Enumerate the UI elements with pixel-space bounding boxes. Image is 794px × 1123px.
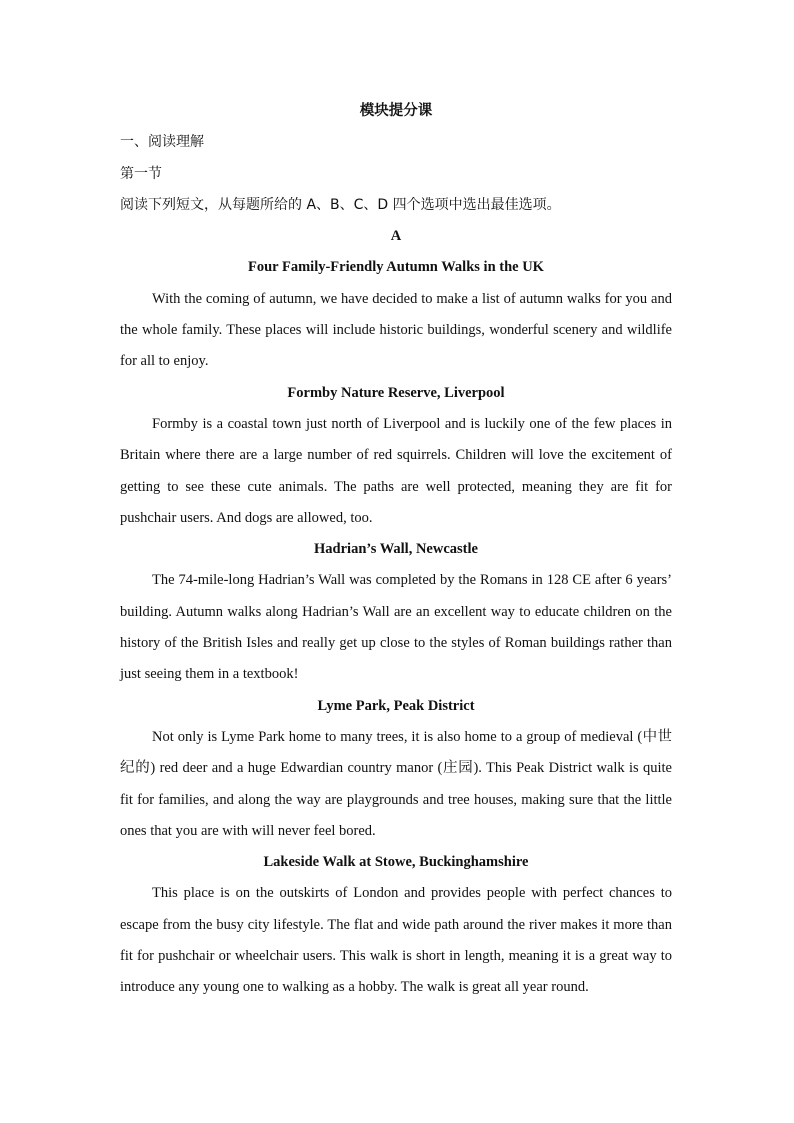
section-heading: 一、阅读理解 xyxy=(120,134,204,151)
passage-title: Four Family-Friendly Autumn Walks in the UK xyxy=(248,259,544,276)
page-content xyxy=(120,96,672,1004)
intro-paragraph: With the coming of autumn, we have decided to make a list of autumn walks for you and the whole family. These places will include historic buildings, wonderful scenery and wildlife for all to enjoy. xyxy=(120,290,672,370)
section-paragraph-lyme-park: Not only is Lyme Park home to many trees, it is also home to a group of medieval (中世纪的) red deer and a huge Edwardian country manor (庄园). This Peak District walk is quite fit for families, and along the way are playgrounds and tree houses, making sure that the little ones that you are with will never feel bored. xyxy=(120,728,672,839)
instruction-text: 阅读下列短文，从每题所给的 A、B、C、D 四个选项中选出最佳选项。 xyxy=(120,196,561,213)
part-heading: 第一节 xyxy=(120,165,162,182)
section-heading-hadrians-wall: Hadrian’s Wall, Newcastle xyxy=(314,541,478,558)
passage-label: A xyxy=(390,228,402,245)
section-paragraph-stowe: This place is on the outskirts of London and provides people with perfect chances to escape from the busy city lifestyle. The flat and wide path around the river makes it more than fit for pushchair or wheelchair users. This walk is short in length, meaning it is a great way to introduce any young one to walking as a hobby. The walk is great all year round. xyxy=(120,885,672,996)
page-title: 模块提分课 xyxy=(359,103,433,119)
section-heading-formby: Formby Nature Reserve, Liverpool xyxy=(287,384,505,401)
section-paragraph-hadrians-wall: The 74-mile-long Hadrian’s Wall was completed by the Romans in 128 CE after 6 years’ building. Autumn walks along Hadrian’s Wall are an excellent way to educate children on the history of the British Isles and really get up close to the styles of Roman buildings rather than just seeing them in a textbook! xyxy=(120,572,672,683)
section-heading-stowe: Lakeside Walk at Stowe, Buckinghamshire xyxy=(263,854,529,871)
section-paragraph-formby: Formby is a coastal town just north of Liverpool and is luckily one of the few places in Britain where there are a large number of red squirrels. Children will love the excitement of getting to see these cute animals. The paths are well protected, meaning they are fit for pushchair users. And dogs are allowed, too. xyxy=(120,415,672,526)
section-heading-lyme-park: Lyme Park, Peak District xyxy=(317,697,475,714)
